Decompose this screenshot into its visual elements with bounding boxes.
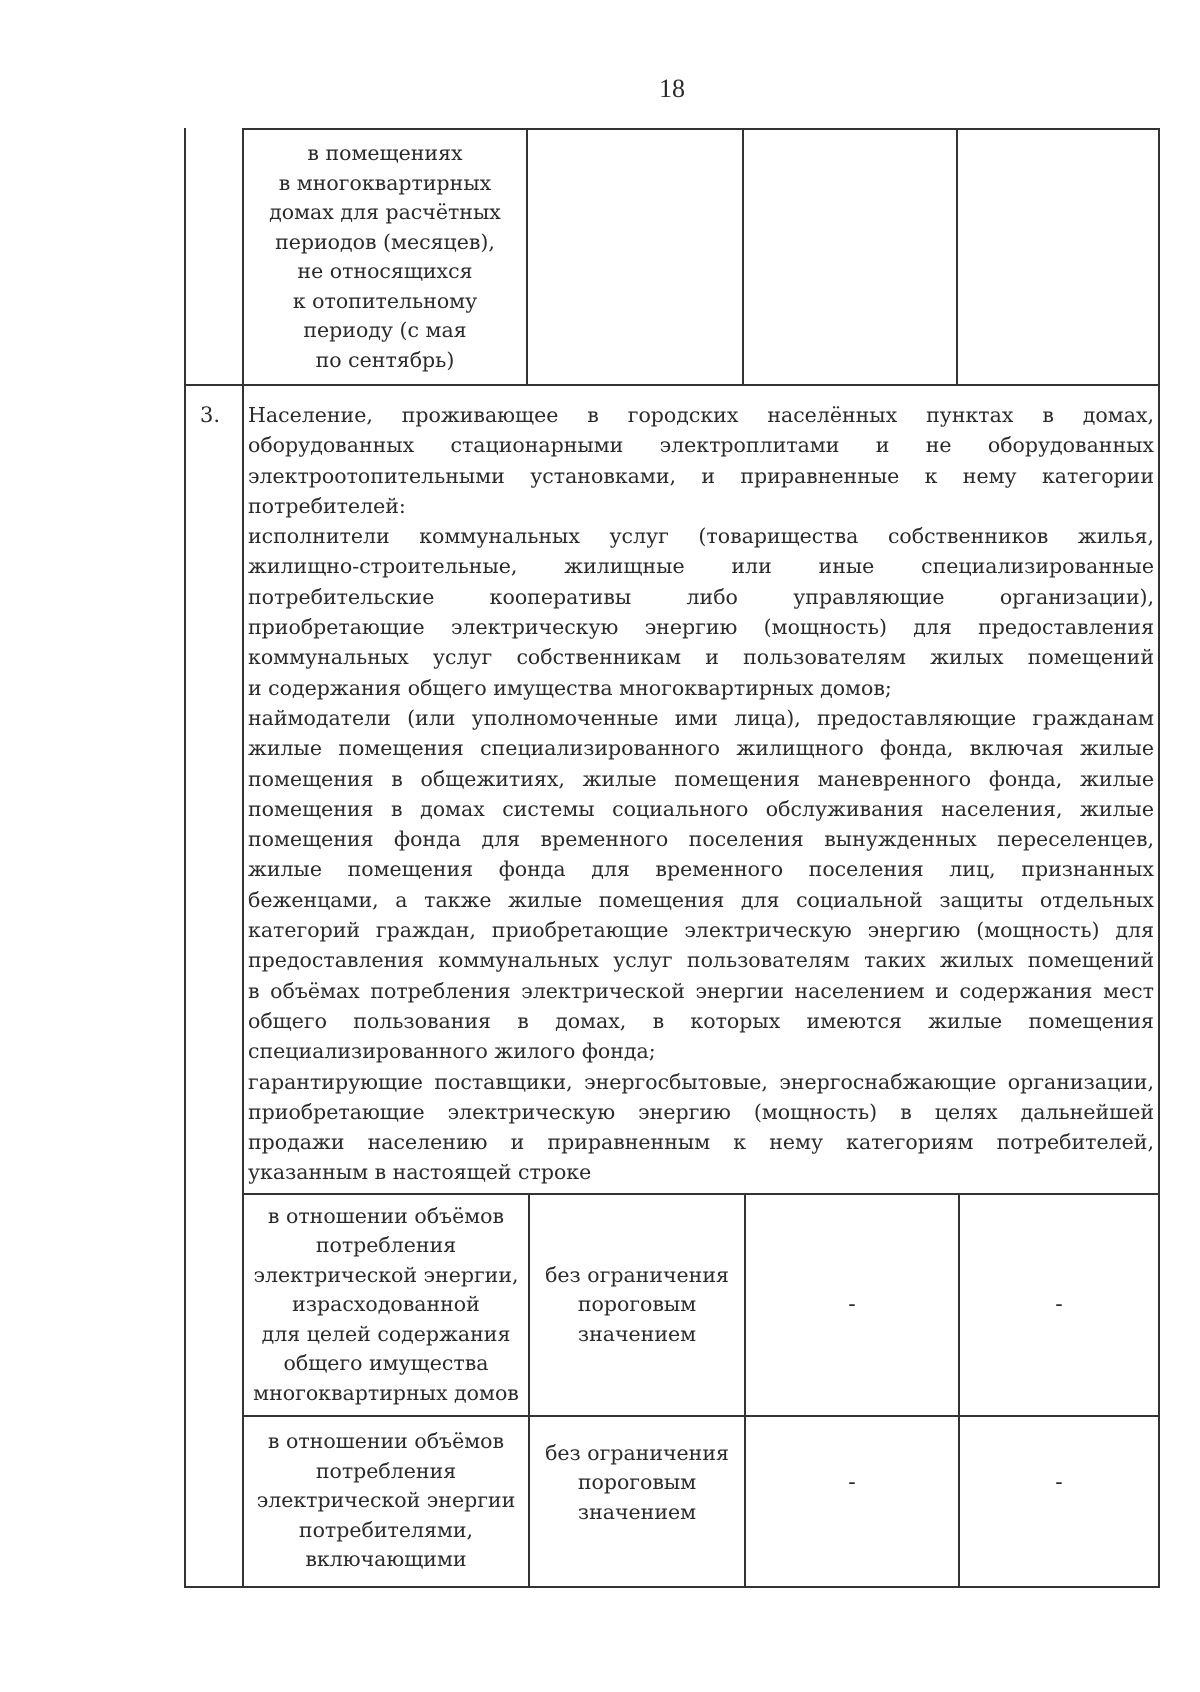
top-row-line: к отопительному: [292, 288, 478, 313]
paragraph-line: предоставления коммунальных услуг пользователям таких жилых помещений: [248, 948, 1154, 973]
section-number: 3.: [200, 403, 221, 427]
top-row-line: в многоквартирных: [278, 170, 492, 195]
paragraph-line: жилые помещения специализированного жилищного фонда, включая жилые: [248, 736, 1154, 761]
description-line: потребителями,: [298, 1517, 474, 1542]
paragraph-line: в объёмах потребления электрической энергии населением и содержания мест: [248, 978, 1154, 1003]
limit-line: пороговым: [577, 1292, 697, 1317]
limit-line: значением: [577, 1499, 697, 1524]
top-row-line: домах для расчётных: [269, 200, 501, 224]
sub-row-1-col3: -: [848, 1292, 856, 1318]
page-number: 18: [659, 74, 685, 103]
sub-row-2-limit: [530, 1418, 744, 1548]
paragraph-line: гарантирующие поставщики, энергосбытовые, энергоснабжающие организации,: [248, 1069, 1154, 1094]
sub-row-1-description: [244, 1196, 528, 1414]
paragraph-line: коммунальных услуг собственникам и пользователям жилых помещений: [248, 645, 1154, 670]
paragraph-line: помещения фонда для временного поселения вынужденных переселенцев,: [248, 827, 1154, 852]
description-line: в отношении объёмов: [267, 1203, 505, 1228]
sub-row-1-col4: -: [1055, 1292, 1063, 1318]
top-row-line: периоду (с мая: [303, 318, 467, 342]
description-line: электрической энергии,: [253, 1262, 519, 1287]
paragraph-line: продажи населению и приравненным к нему категориям потребителей,: [248, 1130, 1154, 1155]
sub-row-1-limit: [530, 1196, 744, 1414]
paragraph-line: и содержания общего имущества многоквартирных домов;: [248, 675, 892, 700]
paragraph-line: жилищно-строительные, жилищные или иные специализированные: [248, 554, 1154, 579]
paragraph-line: категорий граждан, приобретающие электрическую энергию (мощность) для: [248, 918, 1154, 943]
paragraph-line: Население, проживающее в городских населённых пунктах в домах,: [248, 403, 1154, 427]
paragraph-line: потребительские кооперативы либо управляющие организации),: [248, 584, 1154, 609]
paragraph-line: специализированного жилого фонда;: [248, 1039, 656, 1064]
paragraph-line: беженцами, а также жилые помещения для социальной защиты отдельных: [248, 887, 1154, 912]
section-3-paragraph: [248, 400, 1154, 1188]
top-row-description: [244, 134, 526, 380]
paragraph-line: исполнители коммунальных услуг (товарищества собственников жилья,: [248, 524, 1154, 549]
paragraph-line: помещения в домах системы социального обслуживания населения, жилые: [248, 796, 1154, 821]
description-line: включающими: [305, 1547, 467, 1572]
top-row-line: не относящихся: [297, 259, 473, 283]
limit-line: пороговым: [577, 1470, 697, 1495]
paragraph-line: приобретающие электрическую энергию (мощность) для предоставления: [248, 615, 1154, 640]
description-line: в отношении объёмов: [267, 1429, 505, 1454]
description-line: общего имущества: [283, 1351, 489, 1376]
paragraph-line: общего пользования в домах, в которых имеются жилые помещения: [248, 1008, 1154, 1033]
top-row-line: в помещениях: [307, 141, 463, 165]
paragraph-line: оборудованных стационарными электроплитами и не оборудованных: [248, 433, 1154, 458]
paragraph-line: наймодатели (или уполномоченные ими лица), предоставляющие гражданам: [248, 705, 1154, 730]
description-line: для целей содержания: [261, 1321, 511, 1346]
paragraph-line: электроотопительными установками, и приравненные к нему категории: [248, 463, 1154, 488]
description-line: потребления: [315, 1458, 457, 1483]
description-line: потребления: [315, 1233, 457, 1258]
description-line: электрической энергии: [256, 1488, 516, 1513]
limit-line: без ограничения: [545, 1262, 729, 1287]
description-line: израсходованной: [292, 1292, 480, 1317]
sub-row-2-description: [244, 1418, 528, 1584]
paragraph-line: помещения в общежитиях, жилые помещения маневренного фонда, жилые: [248, 766, 1154, 791]
sub-row-2-col3: -: [848, 1470, 856, 1496]
top-row-line: по сентябрь): [315, 347, 455, 372]
paragraph-line: жилые помещения фонда для временного поселения лиц, признанных: [248, 857, 1154, 882]
paragraph-line: указанным в настоящей строке: [248, 1160, 592, 1185]
sub-row-2-col4: -: [1055, 1470, 1063, 1496]
limit-line: значением: [577, 1321, 697, 1346]
top-row-line: периодов (месяцев),: [275, 229, 495, 254]
paragraph-line: потребителей:: [248, 493, 406, 518]
paragraph-line: приобретающие электрическую энергию (мощность) в целях дальнейшей: [248, 1099, 1154, 1124]
limit-line: без ограничения: [545, 1440, 729, 1465]
description-line: многоквартирных домов: [253, 1380, 519, 1405]
